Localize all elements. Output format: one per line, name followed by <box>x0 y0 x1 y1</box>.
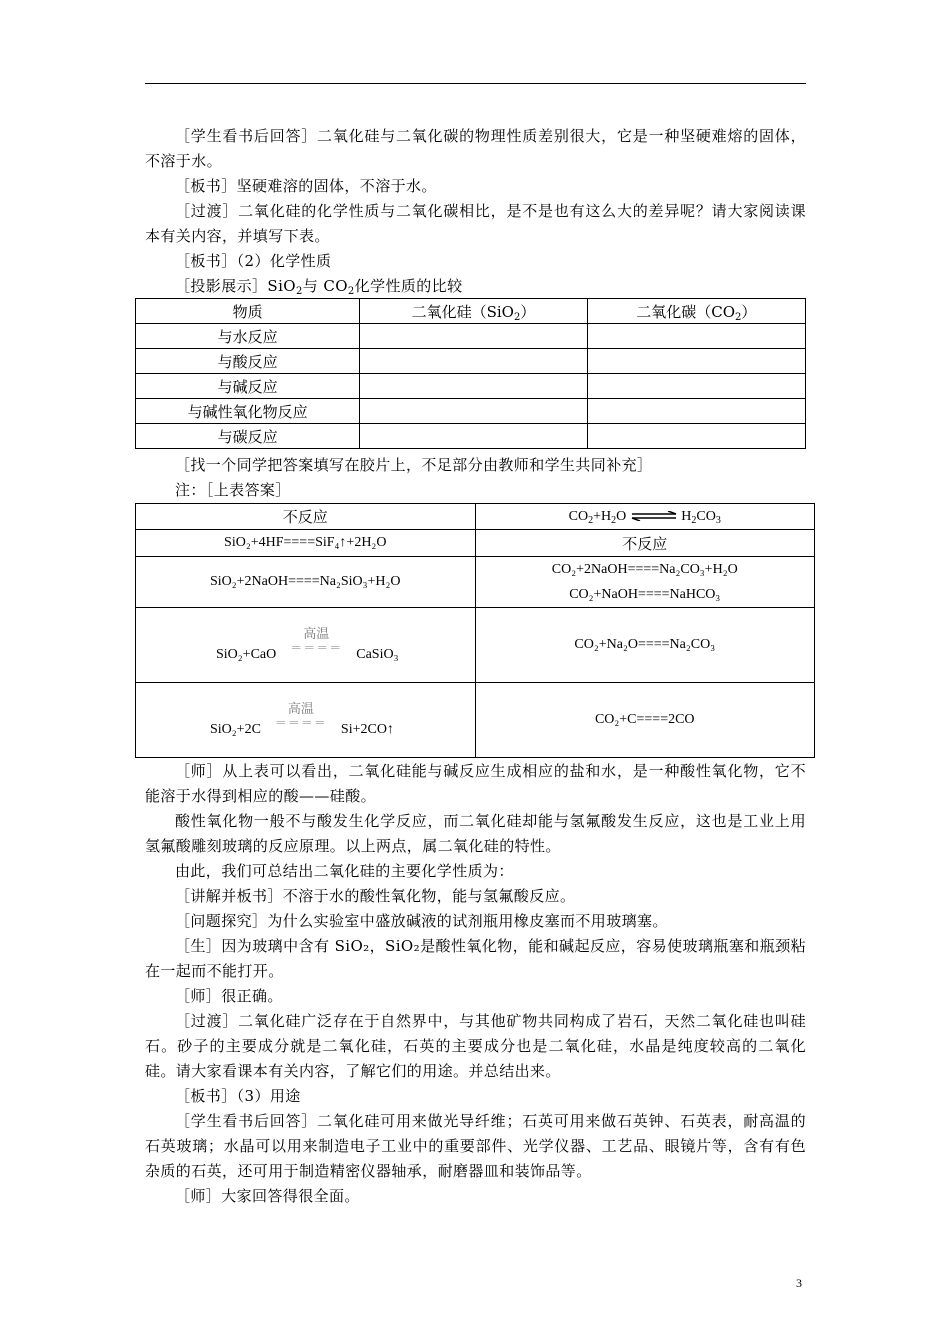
text: 化学性质的比较 <box>354 277 463 295</box>
text: ） <box>520 302 536 321</box>
paragraph: ［板书］坚硬难溶的固体，不溶于水。 <box>175 177 437 195</box>
table-header-row <box>136 299 806 324</box>
table-row <box>136 424 806 449</box>
table-cell: SiO₂+4HF====SiF₄↑+2H₂O <box>136 530 476 557</box>
paragraph: ［板书］（2）化学性质 <box>175 252 332 270</box>
comparison-table <box>135 298 806 449</box>
top-paragraphs <box>145 124 806 299</box>
text: CO <box>696 508 716 524</box>
table-cell <box>587 349 805 374</box>
table-cell: CO₂+C====2CO <box>475 683 815 758</box>
paragraph: ［过渡］二氧化硅的化学性质与二氧化碳相比，是不是也有这么大的差异呢？请大家阅读课本有关内容，并填写下表。 <box>145 202 806 245</box>
table-cell <box>360 399 587 424</box>
table-cell: 与碱性氧化物反应 <box>136 399 360 424</box>
text: Si+2CO↑ <box>340 722 394 738</box>
table-cell <box>136 608 476 683</box>
paragraph: ［生］因为玻璃中含有 SiO₂，SiO₂是酸性氧化物，能和碱起反应，容易使玻璃瓶塞和瓶颈粘在一起而不能打开。 <box>145 937 806 980</box>
table-cell <box>136 683 476 758</box>
answer-table <box>135 503 815 758</box>
text: 二氧化碳（CO <box>636 302 736 321</box>
header-rule <box>145 83 806 84</box>
page-number: 3 <box>796 1276 802 1290</box>
text: CaSiO₃ <box>356 647 399 663</box>
table-cell <box>360 349 587 374</box>
text: H <box>681 508 692 524</box>
table-cell <box>587 324 805 349</box>
paragraph: 由此，我们可总结出二氧化硅的主要化学性质为： <box>175 862 514 880</box>
text: ） <box>741 302 757 321</box>
note-block <box>145 453 806 503</box>
bottom-paragraphs <box>145 759 806 1209</box>
table-row <box>136 683 815 758</box>
paragraph: ［过渡］二氧化硅广泛存在于自然界中，与其他矿物共同构成了岩石，天然二氧化硅也叫硅石。砂子的主要成分就是二氧化硅，石英的主要成分也是二氧化硅，水晶是纯度较高的二氧化硅。请大家看课本有关内容，了解它们的用途。并总结出来。 <box>145 1012 806 1080</box>
table-cell: 不反应 <box>475 530 815 557</box>
paragraph: ［师］大家回答得很全面。 <box>175 1187 360 1205</box>
equals-sign: ＝＝＝＝ <box>274 716 327 730</box>
table-cell: 与酸反应 <box>136 349 360 374</box>
paragraph: ［师］很正确。 <box>175 987 283 1005</box>
paragraph: ［学生看书后回答］二氧化硅可用来做光导纤维；石英可用来做石英钟、石英表，耐高温的石英玻璃；水晶可以用来制造电子工业中的重要部件、光学仪器、工艺品、眼镜片等，含有有色杂质的石英，还可用于制造精密仪器轴承，耐磨器皿和装饰品等。 <box>145 1112 806 1180</box>
equals-sign: ＝＝＝＝ <box>290 641 343 655</box>
text: CO₂+NaOH====NaHCO₃ <box>569 587 721 602</box>
table-cell <box>587 399 805 424</box>
table-cell <box>360 374 587 399</box>
table-cell <box>587 424 805 449</box>
condition-label: 高温 <box>287 702 314 717</box>
text: CO₂+2NaOH====Na₂CO₃+H₂O <box>551 562 738 577</box>
reaction-condition <box>276 625 356 665</box>
table-cell: $CO_2+H_2O$ $H_2CO_3$ <box>475 504 815 530</box>
table-row <box>136 557 815 608</box>
equilibrium-arrow-icon <box>630 511 678 521</box>
table-header: 二氧化硅（SiO$_2$） <box>360 299 587 324</box>
paragraph: ［师］从上表可以看出，二氧化硅能与碱反应生成相应的盐和水，是一种酸性氧化物，它不能溶于水得到相应的酸——硅酸。 <box>145 762 806 805</box>
condition-label: 高温 <box>303 627 330 642</box>
table-row <box>136 349 806 374</box>
paragraph: 注：［上表答案］ <box>175 481 291 499</box>
table-cell: SiO₂+2NaOH====Na₂SiO₃+H₂O <box>136 557 476 608</box>
paragraph: ［找一个同学把答案填写在胶片上，不足部分由教师和学生共同补充］ <box>175 456 653 474</box>
text: SiO₂+2C <box>210 722 261 738</box>
text: 与 CO <box>302 277 348 295</box>
table-cell: 与碱反应 <box>136 374 360 399</box>
text: O <box>616 508 627 524</box>
table-cell: 与水反应 <box>136 324 360 349</box>
table-cell <box>587 374 805 399</box>
text: 二氧化硅（SiO <box>411 302 514 321</box>
text: SiO₂+CaO <box>216 647 277 663</box>
paragraph: ［问题探究］为什么实验室中盛放碱液的试剂瓶用橡皮塞而不用玻璃塞。 <box>175 912 668 930</box>
table-cell <box>360 424 587 449</box>
table-row <box>136 530 815 557</box>
table-row <box>136 324 806 349</box>
table-row <box>136 374 806 399</box>
table-row <box>136 399 806 424</box>
table-cell: CO₂+Na₂O====Na₂CO₃ <box>475 608 815 683</box>
text: CO <box>568 508 589 524</box>
paragraph: ［讲解并板书］不溶于水的酸性氧化物，能与氢氟酸反应。 <box>175 887 576 905</box>
projection-heading: ［投影展示］SiO$_2$与 $CO_2$化学性质的比较 <box>175 277 463 297</box>
table-cell <box>475 557 815 608</box>
table-header: 物质 <box>136 299 360 324</box>
table-cell: 与碳反应 <box>136 424 360 449</box>
text: ［投影展示］SiO <box>175 277 296 295</box>
paragraph: 酸性氧化物一般不与酸发生化学反应，而二氧化硅却能与氢氟酸发生反应，这也是工业上用氢氟酸雕刻玻璃的反应原理。以上两点，属二氧化硅的特性。 <box>145 812 806 855</box>
paragraph: ［板书］（3）用途 <box>175 1087 301 1105</box>
table-cell: 不反应 <box>136 504 476 530</box>
table-row <box>136 504 815 530</box>
table-row <box>136 608 815 683</box>
text: +H <box>593 508 612 524</box>
table-cell <box>360 324 587 349</box>
paragraph: ［学生看书后回答］二氧化硅与二氧化碳的物理性质差别很大，它是一种坚硬难熔的固体，不溶于水。 <box>145 127 806 170</box>
reaction-condition <box>261 700 341 740</box>
table-header: 二氧化碳$(CO_2)$ <box>587 299 805 324</box>
